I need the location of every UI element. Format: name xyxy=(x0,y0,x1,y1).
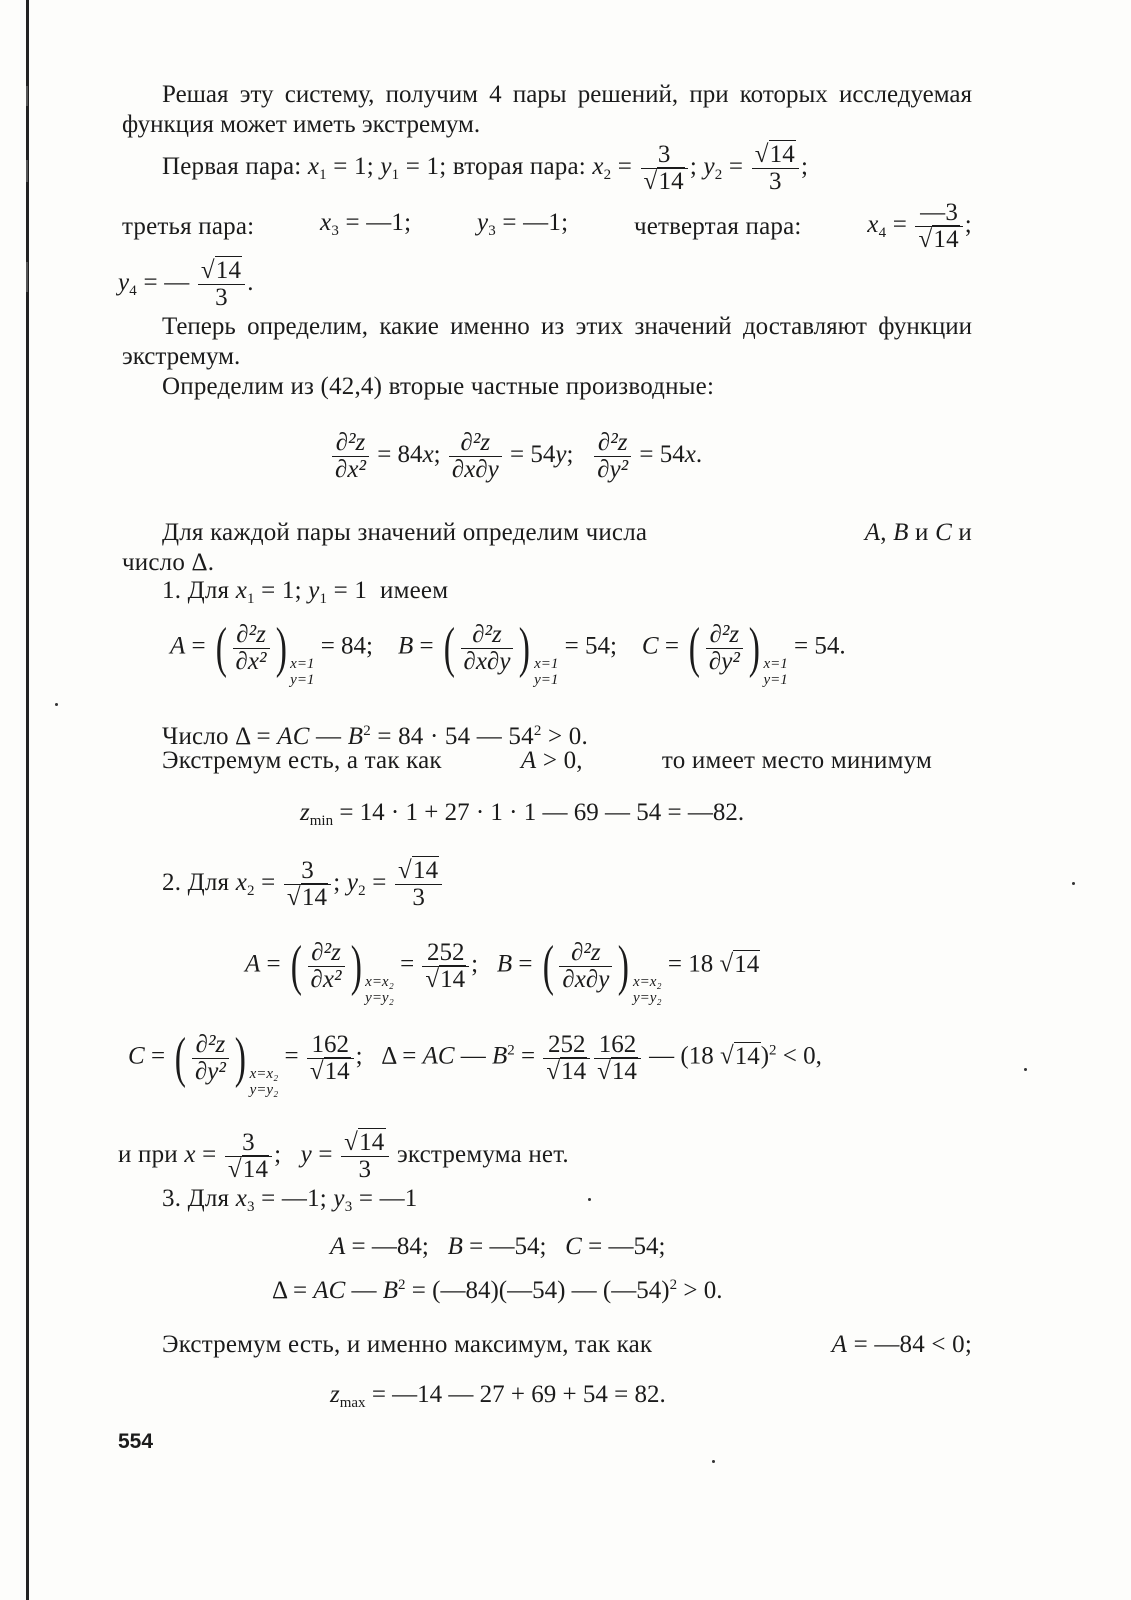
scan-speck xyxy=(1072,882,1075,885)
for-each-line: Для каждой пары значений определим числа A, B и C и xyxy=(162,519,972,546)
case-1-extremum: Экстремум есть, а так как A > 0, то имеет место минимум xyxy=(162,747,932,774)
page-number: 554 xyxy=(118,1430,154,1453)
margin-mark xyxy=(26,160,28,182)
second-partials-line: Определим из (42,4) вторые частные производные: xyxy=(162,373,715,400)
scan-speck xyxy=(1024,1068,1027,1071)
second-partials-equation: $\frac{\text{∂²z}}{\text{∂x²}}$ = 84x; $\frac{\text{∂²z}}{\partial x\partial y}$ = 54y; $\frac{\text{∂²z}}{\text{∂y²}}$ = 54x. xyxy=(330,430,702,483)
case-3-delta: Δ = AC — $B^2$ = (—84)(—54) — (—54)$^2$ > 0. xyxy=(272,1277,723,1304)
margin-mark xyxy=(26,86,28,106)
pairs-line-3: $y_4$ = — $\frac{√14}{3}$ . xyxy=(118,257,254,311)
pairs-line-1: Первая пара: $x_1 = 1$; $y_1 = 1$; вторая пара: $x_2$ = $\frac{3}{√14}$ ; $y_2$ = $\frac{√14}{3}$ ; xyxy=(162,141,809,195)
case-1-delta: Число Δ = AC — $B^2 = 84 \cdot 54$ — $54^2 > 0$. xyxy=(162,723,588,750)
case-3-abc: A = —84; B = —54; C = —54; xyxy=(330,1233,666,1260)
case-2-heading: 2. Для $x_2$ = $\frac{3}{√14}$ ; $y_2$ = $\frac{√14}{3}$ xyxy=(162,858,444,911)
intro-paragraph: Решая эту систему, получим 4 пары решений, при которых исследуемая функция может иметь экстремум. xyxy=(122,81,972,138)
case-1-abc: A = ( $\frac{\text{∂²z}}{\text{∂x²}}$ ) x=1 y=1 = 84; B = ( $\frac{\text{∂²z}}{\partial x\partial y}$ ) x=1 y=1 = 54; C = ( $\frac{\text{∂²z}}{\text{∂y²}}$ ) x=1 y=1 = 54. xyxy=(170,617,846,688)
case-3-extremum: Экстремум есть, и именно максимум, так как A = —84 < 0; xyxy=(162,1331,972,1358)
determine-paragraph: Теперь определим, какие именно из этих значений доставляют функции экстремум. xyxy=(122,313,972,370)
case-2-ab: A = ( $\frac{\text{∂²z}}{\text{∂x²}}$ ) x=x₂ y=y₂ = $\frac{252}{√14}$ ; B = ( $\frac{\text{∂²z}}{\partial x\partial y}$ ) x=x₂ y=y₂ = 18 √14 xyxy=(245,935,760,1006)
z-max-equation: $z_{max}$ = —14 — 27 + 69 + 54 = 82. xyxy=(330,1381,666,1411)
case-2-c-delta: C = ( $\frac{\text{∂²z}}{\text{∂y²}}$ ) x=x₂ y=y₂ = $\frac{162}{√14}$ ; Δ = AC — $B^2$ = $\frac{252}{√14}$ $\frac{162}{√14}$ — (18 √14)$^2$ < 0, xyxy=(128,1027,822,1098)
case-1-heading: 1. Для $x_1 = 1$; $y_1 = 1$ имеем xyxy=(162,577,449,607)
case-3-heading: 3. Для $x_3$ = —1; $y_3$ = —1 xyxy=(162,1185,418,1215)
margin-mark xyxy=(26,262,28,292)
scan-speck xyxy=(55,703,58,706)
case-2-conclusion: и при x = $\frac{3}{√14}$ ; y = $\frac{√14}{3}$ экстремума нет. xyxy=(118,1129,569,1183)
scan-speck xyxy=(712,1460,715,1463)
pairs-line-2: третья пара: $x_3$ = —1; $y_3$ = —1; четвертая пара: $x_4$ = $\frac{—3}{√14}$ ; xyxy=(122,199,972,253)
z-min-equation: $z_{min} = 14 \cdot 1 + 27 \cdot 1 \cdot 1$ — 69 — 54 = —82. xyxy=(300,799,745,829)
binding-edge xyxy=(26,0,29,1600)
number-delta-line: число Δ. xyxy=(122,549,215,576)
scan-speck xyxy=(588,1198,591,1201)
